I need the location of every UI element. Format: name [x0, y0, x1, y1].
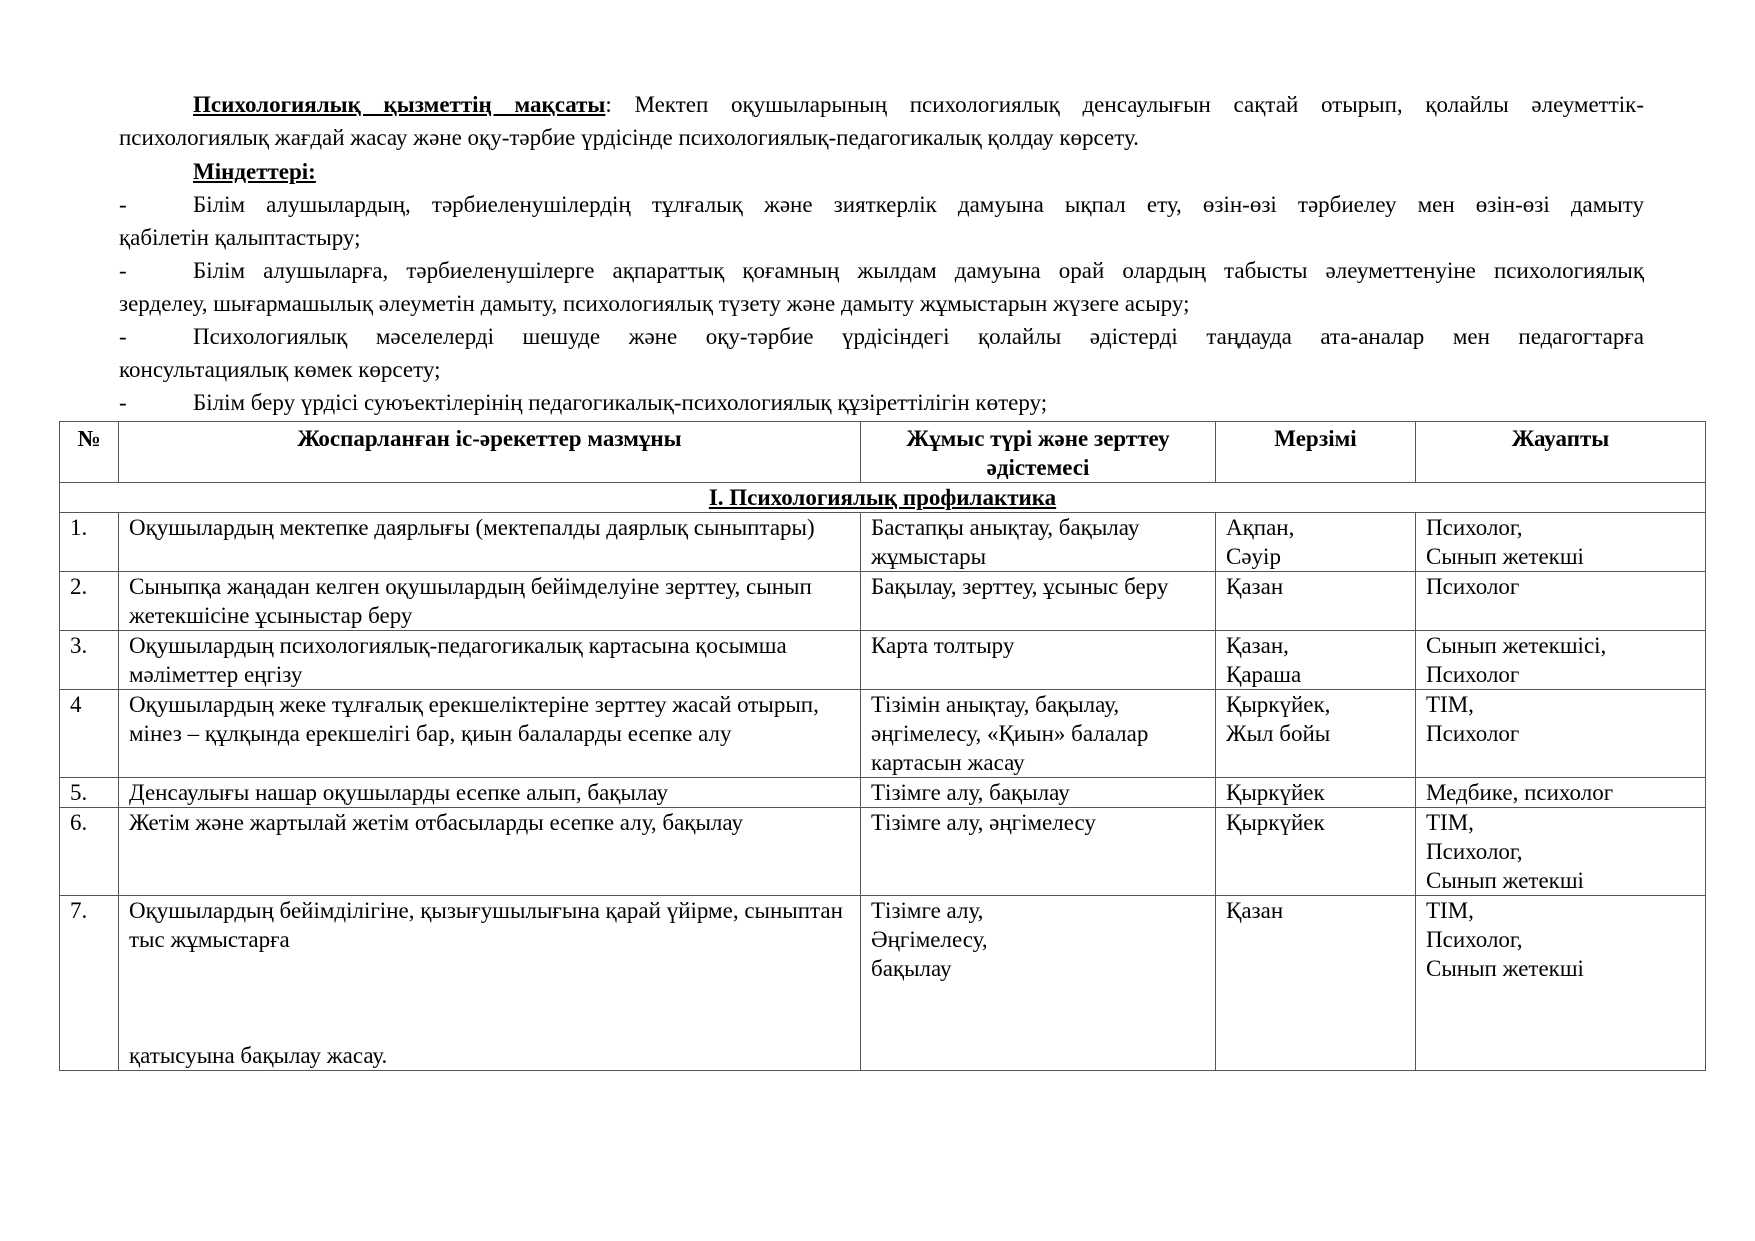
row-num: 6.	[60, 808, 119, 896]
row-content: Оқушылардың психологиялық-педагогикалық картасына қосымша мәліметтер еңгізу	[119, 631, 861, 690]
row-method: Тізімге алу, Әңгімелесу, бақылау	[861, 896, 1216, 1071]
row-responsible: ТІМ, Психолог	[1416, 690, 1706, 778]
row-num: 5.	[60, 778, 119, 808]
row-responsible: Медбике, психолог	[1416, 778, 1706, 808]
row-content: Денсаулығы нашар оқушыларды есепке алып, бақылау	[119, 778, 861, 808]
tasks-title: Міндеттері:	[193, 159, 316, 184]
goal-line-1: Психологиялық қызметтің мақсаты: Мектеп оқушыларының психологиялық денсаулығын сақтай отырып, қолайлы әлеуметтік-	[193, 92, 1644, 117]
goal-title: Психологиялық қызметтің мақсаты	[193, 92, 606, 117]
header-num: №	[60, 422, 119, 483]
row-num: 4	[60, 690, 119, 778]
task-item	[119, 320, 1644, 386]
task-item	[119, 386, 1644, 419]
header-method: Жұмыс түрі және зерттеу әдістемесі	[861, 422, 1216, 483]
section-title: I. Психологиялық профилактика	[60, 483, 1706, 513]
row-date: Қазан, Қараша	[1216, 631, 1416, 690]
task-line-2: зерделеу, шығармашылық әлеуметін дамыту, психологиялық түзету және дамыту жұмыстарын жүзеге асыру;	[119, 291, 1190, 316]
row-date: Қыркүйек	[1216, 808, 1416, 896]
row-date: Қыркүйек	[1216, 778, 1416, 808]
row-num: 1.	[60, 513, 119, 572]
table-header-row	[60, 422, 1706, 483]
task-line-2: консультациялық көмек көрсету;	[119, 357, 441, 382]
row-responsible: ТІМ, Психолог, Сынып жетекші	[1416, 896, 1706, 1071]
task-line-1: Психологиялық мәселелерді шешуде және оқу-тәрбие үрдісіндегі қолайлы әдістерді таңдауда ата-аналар мен педагогтарға	[193, 324, 1644, 349]
row-date: Қазан	[1216, 572, 1416, 631]
goal-text-1: Мектеп оқушыларының психологиялық денсаулығын сақтай отырып, қолайлы әлеуметтік-	[611, 92, 1644, 117]
row-method: Тізімге алу, бақылау	[861, 778, 1216, 808]
table-row	[60, 808, 1706, 896]
row-num: 3.	[60, 631, 119, 690]
task-item	[119, 188, 1644, 254]
table-row	[60, 778, 1706, 808]
header-content: Жоспарланған іс-әрекеттер мазмұны	[119, 422, 861, 483]
row-content-main: Оқушылардың бейімділігіне, қызығушылығына қарай үйірме, сыныптан тыс жұмыстарға	[129, 898, 843, 952]
goal-text-2: психологиялық жағдай жасау және оқу-тәрбие үрдісінде психологиялық-педагогикалық қолдау көрсету.	[119, 125, 1139, 150]
task-dash: -	[119, 258, 127, 283]
row-method: Тізімін анықтау, бақылау, әңгімелесу, «Қиын» балалар картасын жасау	[861, 690, 1216, 778]
goal-paragraph	[119, 88, 1644, 154]
row-content: Жетім және жартылай жетім отбасыларды есепке алу, бақылау	[119, 808, 861, 896]
row-content	[119, 896, 861, 1071]
row-num: 7.	[60, 896, 119, 1071]
row-method: Бақылау, зерттеу, ұсыныс беру	[861, 572, 1216, 631]
row-responsible: Психолог	[1416, 572, 1706, 631]
row-num: 2.	[60, 572, 119, 631]
row-date: Ақпан, Сәуір	[1216, 513, 1416, 572]
row-date: Қазан	[1216, 896, 1416, 1071]
section-row	[60, 483, 1706, 513]
table-row	[60, 690, 1706, 778]
task-item	[119, 254, 1644, 320]
header-responsible: Жауапты	[1416, 422, 1706, 483]
row-responsible: Сынып жетекшісі, Психолог	[1416, 631, 1706, 690]
table-row	[60, 513, 1706, 572]
task-line-1: Білім алушылардың, тәрбиеленушілердің тұлғалық және зияткерлік дамуына ықпал ету, өзін-өзі тәрбиелеу мен өзін-өзі дамыту	[193, 192, 1644, 217]
row-content: Оқушылардың мектепке даярлығы (мектепалды даярлық сыныптары)	[119, 513, 861, 572]
row-method: Карта толтыру	[861, 631, 1216, 690]
task-line-1: Білім алушыларға, тәрбиеленушілерге ақпараттық қоғамның жылдам дамуына орай олардың табысты әлеуметтенуіне психологиялық	[193, 258, 1644, 283]
plan-table	[59, 421, 1706, 1071]
row-responsible: ТІМ, Психолог, Сынып жетекші	[1416, 808, 1706, 896]
table-row	[60, 896, 1706, 1071]
header-date: Мерзімі	[1216, 422, 1416, 483]
task-dash: -	[119, 390, 127, 415]
table-row	[60, 572, 1706, 631]
row-content: Сыныпқа жаңадан келген оқушылардың бейімделуіне зерттеу, сынып жетекшісіне ұсыныстар беру	[119, 572, 861, 631]
row-method: Бастапқы анықтау, бақылау жұмыстары	[861, 513, 1216, 572]
row-content-tail: қатысуына бақылау жасау.	[129, 1043, 388, 1068]
row-content: Оқушылардың жеке тұлғалық ерекшеліктеріне зерттеу жасай отырып, мінез – құлқында ерекшелігі бар, қиын балаларды есепке алу	[119, 690, 861, 778]
task-line-2: қабілетін қалыптастыру;	[119, 225, 361, 250]
task-line-1: Білім беру үрдісі суюъектілерінің педагогикалық-психологиялық құзіреттілігін көтеру;	[193, 390, 1048, 415]
table-row	[60, 631, 1706, 690]
row-responsible: Психолог, Сынып жетекші	[1416, 513, 1706, 572]
row-date: Қыркүйек, Жыл бойы	[1216, 690, 1416, 778]
task-dash: -	[119, 324, 127, 349]
task-dash: -	[119, 192, 127, 217]
row-method: Тізімге алу, әңгімелесу	[861, 808, 1216, 896]
